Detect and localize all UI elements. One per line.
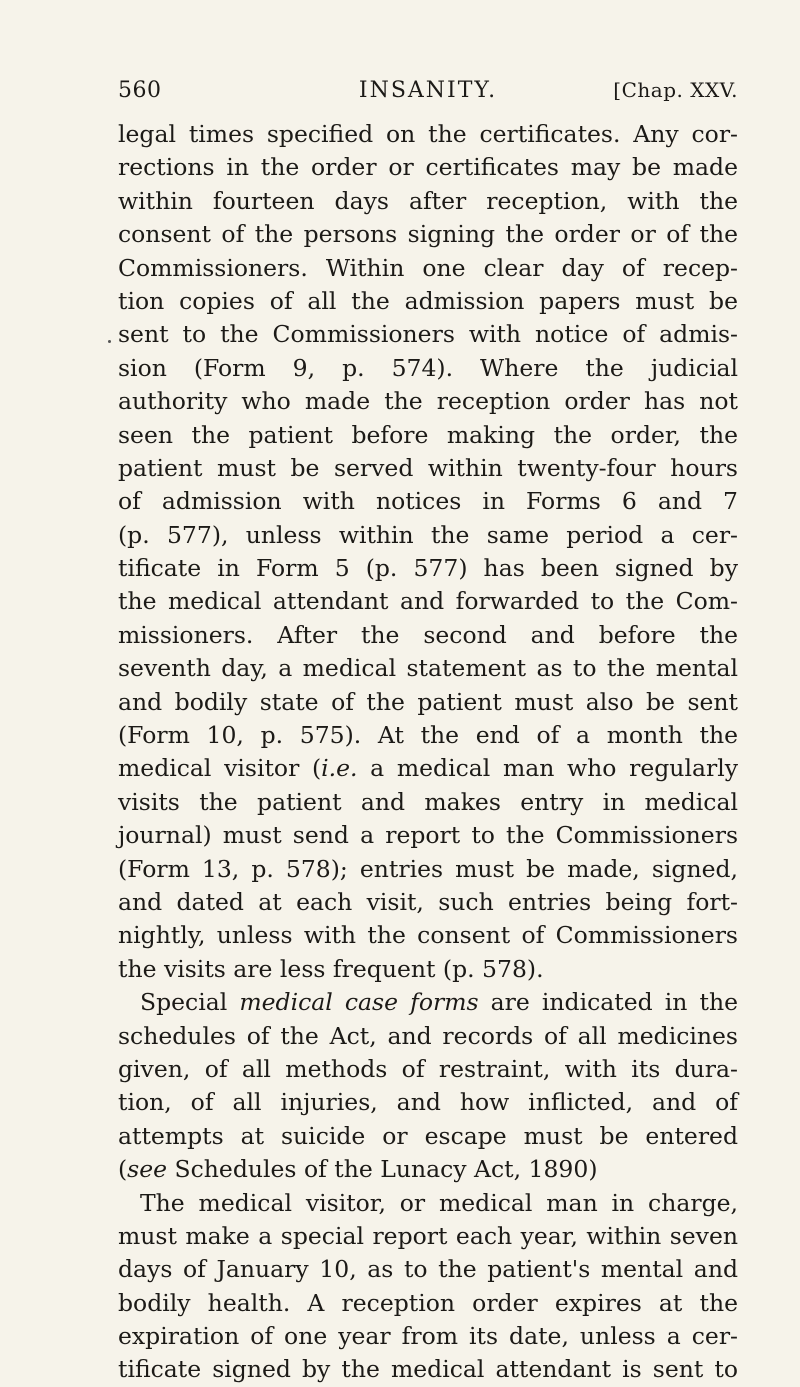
text-line: bodily health. A reception order expires at the [118, 1288, 738, 1317]
running-header [118, 78, 738, 112]
text-line: legal times specified on the certificates. Any cor- [118, 120, 738, 148]
running-title: INSANITY. [358, 78, 498, 103]
paragraph-end-line: the visits are less frequent (p. 578). [118, 954, 544, 983]
paragraph-start-line: Special medical case forms are indicated in the [140, 988, 738, 1017]
text-line: tificate signed by the medical attendant is sent to [118, 1355, 738, 1384]
text-line: missioners. After the second and before the [118, 620, 738, 649]
text-line: seventh day, a medical statement as to the mental [118, 654, 738, 683]
text-line: (Form 13, p. 578); entries must be made, signed, [118, 854, 738, 883]
margin-speck [108, 340, 111, 343]
text-line: rections in the order or certificates may be made [118, 153, 738, 182]
text-line: attempts at suicide or escape must be entered [118, 1121, 738, 1150]
text-line: the medical attendant and forwarded to the Com- [118, 587, 738, 616]
page-number: 560 [118, 78, 162, 103]
text-line: expiration of one year from its date, unless a cer- [118, 1322, 738, 1351]
body-text [118, 118, 738, 1387]
text-line: visits the patient and makes entry in medical [118, 787, 738, 816]
text-line: sion (Form 9, p. 574). Where the judicial [118, 353, 738, 382]
text-line: must make a special report each year, within seven [118, 1221, 738, 1250]
text-line: given, of all methods of restraint, with its dura- [118, 1054, 738, 1083]
text-line: Commissioners. Within one clear day of recep- [118, 253, 738, 282]
text-line: and dated at each visit, such entries being fort- [118, 887, 738, 916]
text-line: days of January 10, as to the patient's mental and [118, 1255, 738, 1284]
text-line: tificate in Form 5 (p. 577) has been signed by [118, 554, 738, 583]
text-line: authority who made the reception order has not [118, 387, 738, 416]
text-line: sent to the Commissioners with notice of admis- [118, 320, 738, 349]
text-line: (p. 577), unless within the same period a cer- [118, 520, 738, 549]
text-line: and bodily state of the patient must also be sent [118, 687, 738, 716]
text-line: of admission with notices in Forms 6 and 7 [118, 487, 738, 516]
text-line: medical visitor (i.e. a medical man who regularly [118, 754, 738, 783]
text-line: nightly, unless with the consent of Commissioners [118, 921, 738, 950]
paragraph-start-line: The medical visitor, or medical man in charge, [140, 1188, 738, 1217]
text-line: (Form 10, p. 575). At the end of a month the [118, 721, 738, 750]
text-line: tion copies of all the admission papers must be [118, 286, 738, 315]
text-line: schedules of the Act, and records of all medicines [118, 1021, 738, 1050]
text-line: tion, of all injuries, and how inflicted, and of [118, 1088, 738, 1117]
paragraph-end-line: (see Schedules of the Lunacy Act, 1890) [118, 1155, 598, 1184]
text-line: patient must be served within twenty-four hours [118, 453, 738, 482]
chapter-reference: [Chap. XXV. [613, 78, 738, 102]
text-line: seen the patient before making the order, the [118, 420, 738, 449]
text-line: consent of the persons signing the order or of the [118, 220, 738, 249]
text-line: within fourteen days after reception, with the [118, 186, 738, 215]
text-line: journal) must send a report to the Commissioners [118, 821, 738, 850]
